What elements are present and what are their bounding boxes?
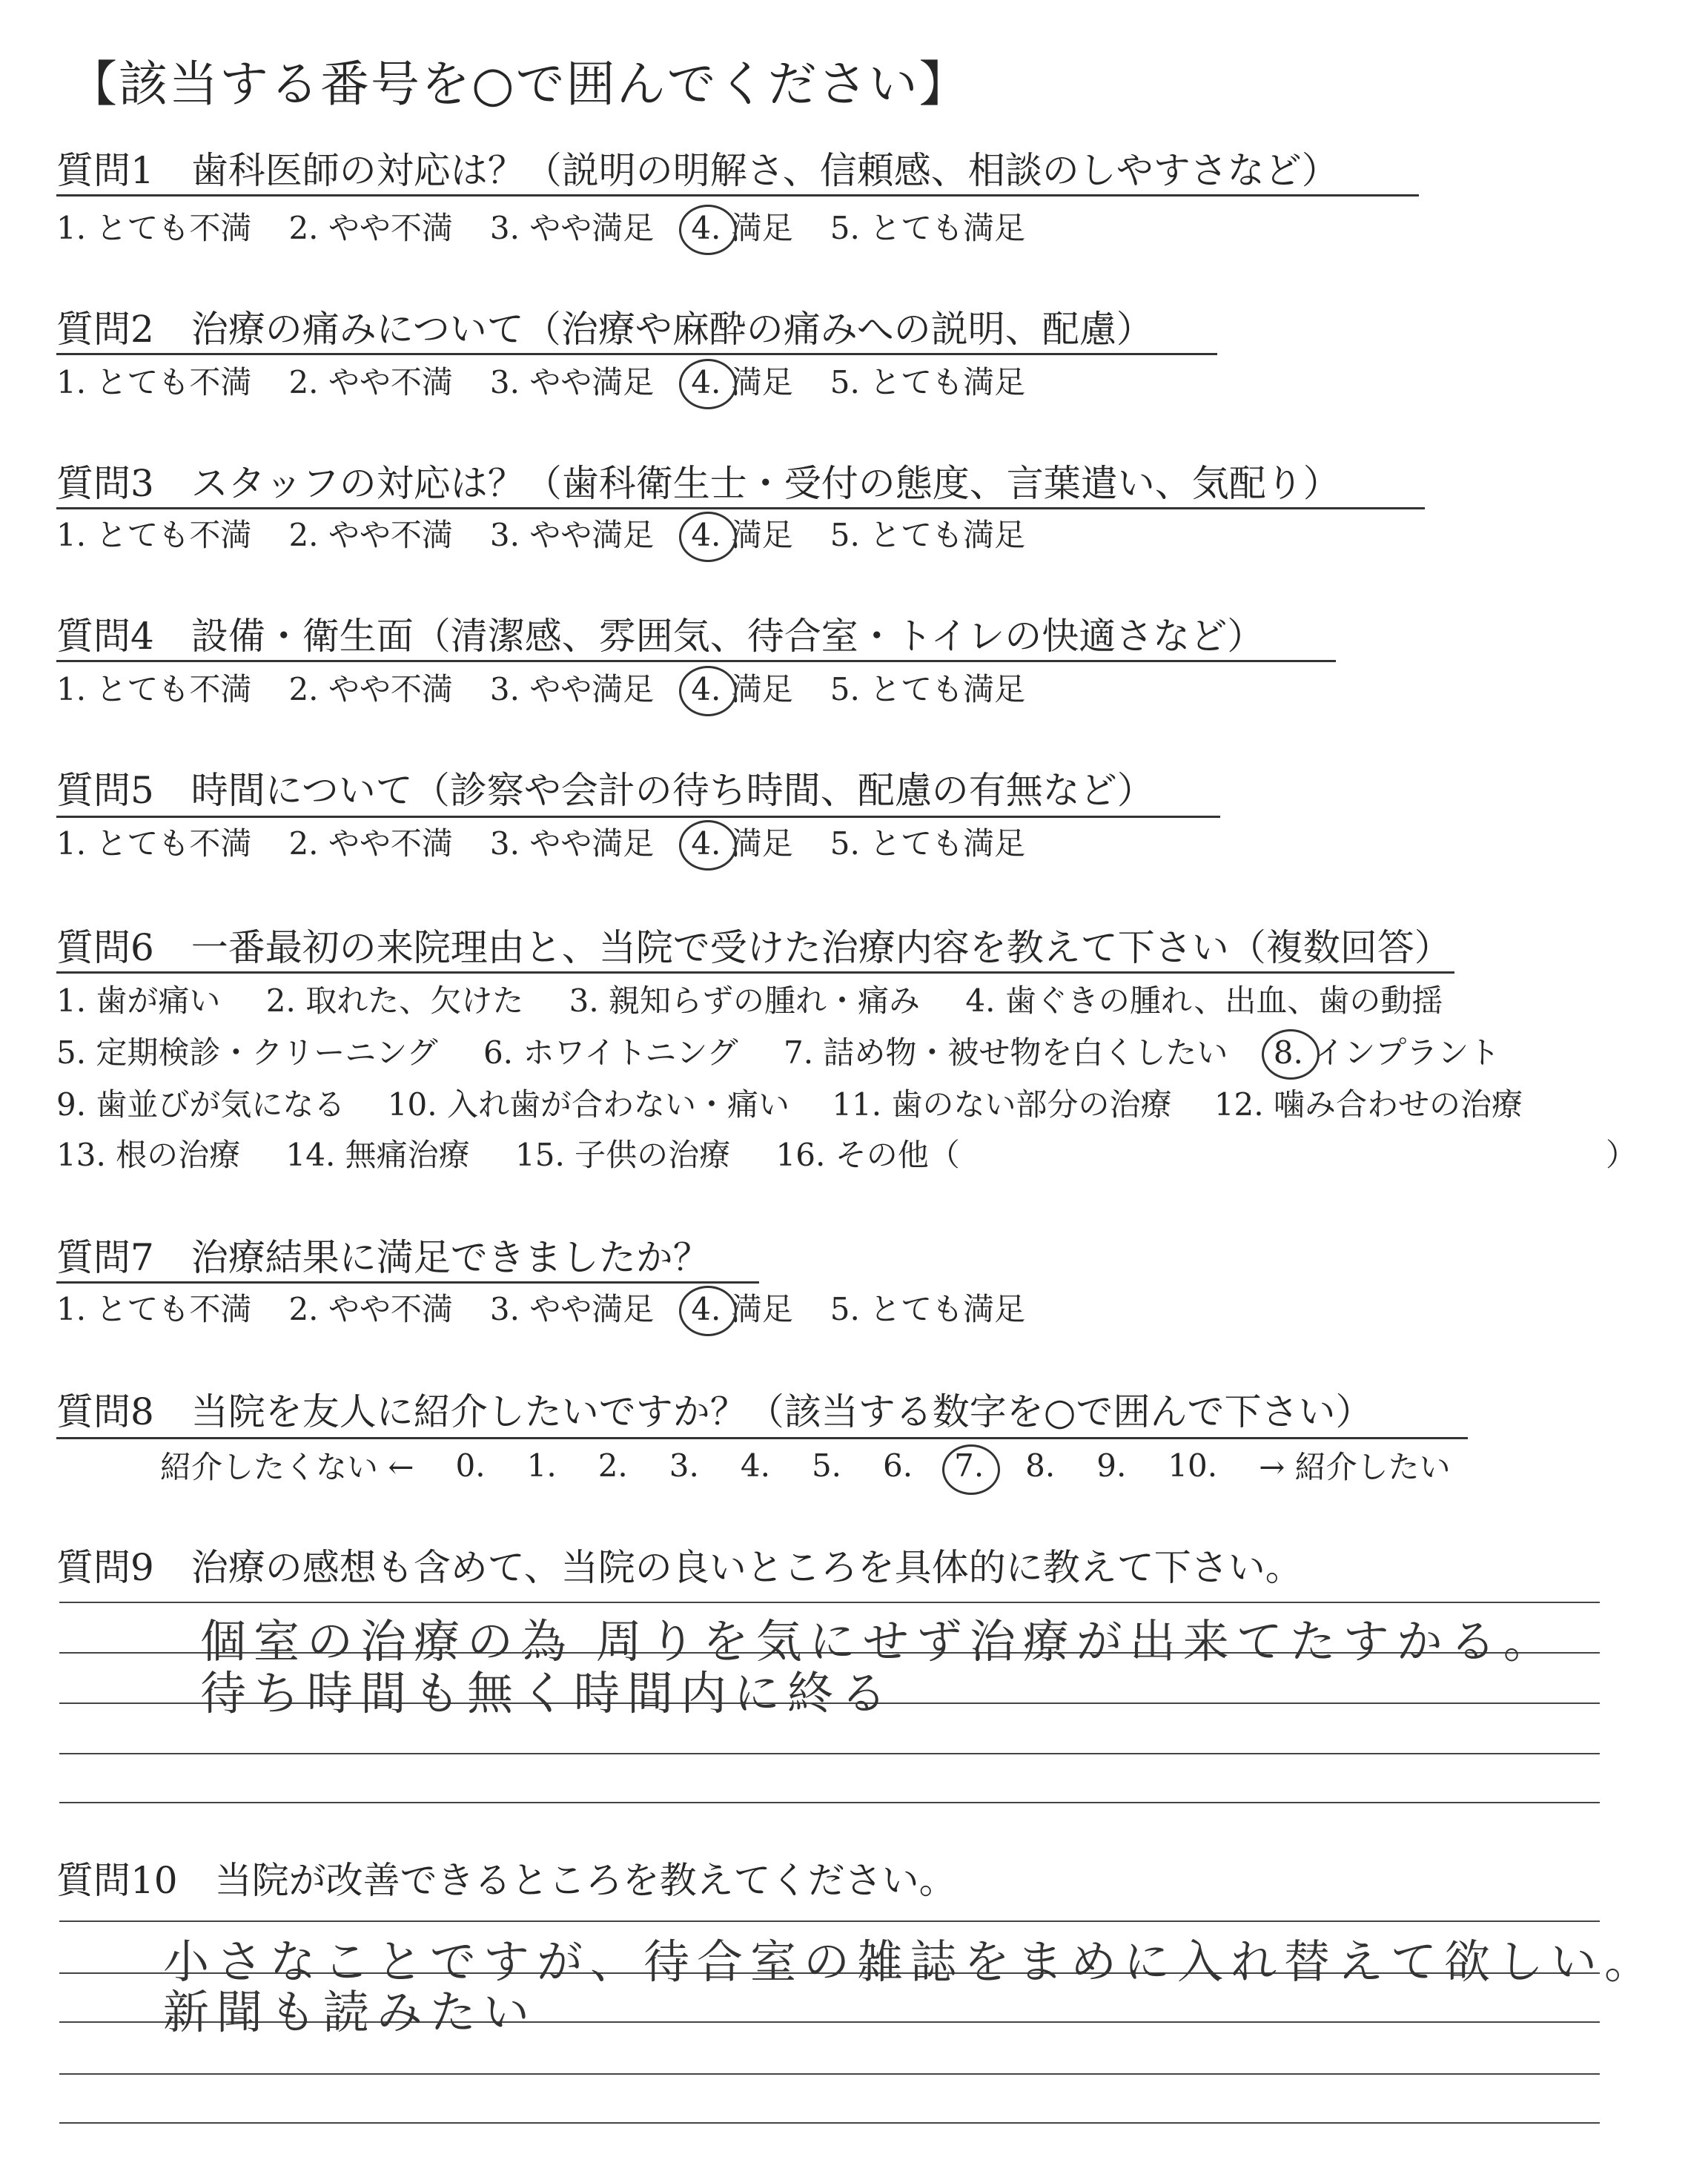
q6-option-3[interactable]: 3. 親知らずの腫れ・痛み — [569, 982, 921, 1019]
q6-option-2[interactable]: 2. 取れた、欠けた — [265, 982, 524, 1019]
q6-option-11[interactable]: 11. 歯のない部分の治療 — [832, 1086, 1172, 1123]
question-8-underline — [56, 1437, 1468, 1439]
q8-value-7-circled[interactable]: 7. — [954, 1447, 984, 1484]
question-6-title: 質問6 一番最初の来院理由と、当院で受けた治療内容を教えて下さい（複数回答） — [56, 926, 1452, 969]
q6-option-7[interactable]: 7. 詰め物・被せ物を白くしたい — [783, 1034, 1228, 1071]
q8-value-9[interactable]: 9. — [1096, 1447, 1127, 1484]
q7-option-1[interactable]: 1. とても不満 — [56, 1291, 252, 1327]
q3-option-3[interactable]: 3. やや満足 — [489, 517, 655, 553]
q8-scale — [160, 1444, 1451, 1486]
question-5-underline — [56, 816, 1220, 818]
question-2-underline — [56, 353, 1217, 355]
question-7-options — [56, 1289, 1062, 1330]
q2-option-5[interactable]: 5. とても満足 — [830, 364, 1026, 400]
q2-option-3[interactable]: 3. やや満足 — [489, 364, 655, 400]
q5-option-2[interactable]: 2. やや不満 — [288, 825, 453, 862]
q5-option-1[interactable]: 1. とても不満 — [56, 825, 252, 862]
q6-option-1[interactable]: 1. 歯が痛い — [56, 982, 221, 1019]
q8-value-3[interactable]: 3. — [669, 1447, 699, 1484]
q8-value-4[interactable]: 4. — [740, 1447, 770, 1484]
q4-option-1[interactable]: 1. とても不満 — [56, 671, 252, 707]
q6-option-4[interactable]: 4. 歯ぐきの腫れ、出血、歯の動揺 — [965, 982, 1443, 1019]
q3-option-5[interactable]: 5. とても満足 — [830, 517, 1026, 553]
q4-option-4-circled[interactable]: 4. 満足 — [691, 669, 792, 710]
question-1-underline — [56, 194, 1419, 196]
q1-option-4-circled[interactable]: 4. 満足 — [691, 208, 792, 249]
page-title: 【該当する番号を○で囲んでください】 — [68, 56, 970, 113]
q6-row-1 — [56, 980, 1478, 1022]
q8-value-1[interactable]: 1. — [526, 1447, 557, 1484]
q10-line-1 — [59, 1920, 1600, 1922]
q8-left-label: 紹介したくない ← — [160, 1449, 414, 1485]
q6-option-16[interactable]: 16. その他（ — [775, 1137, 960, 1173]
q5-option-4-circled[interactable]: 4. 満足 — [691, 823, 792, 865]
question-5-title: 質問5 時間について（診察や会計の待ち時間、配慮の有無など） — [56, 769, 1154, 812]
q9-answer-line-2: 待ち時間も無く時間内に終る — [200, 1666, 895, 1720]
question-9-title: 質問9 治療の感想も含めて、当院の良いところを具体的に教えて下さい。 — [56, 1546, 1302, 1589]
q2-option-1[interactable]: 1. とても不満 — [56, 364, 252, 400]
q8-value-10[interactable]: 10. — [1168, 1447, 1218, 1484]
question-2-title: 質問2 治療の痛みについて（治療や麻酔の痛みへの説明、配慮） — [56, 308, 1153, 351]
q6-option-9[interactable]: 9. 歯並びが気になる — [56, 1086, 345, 1123]
q7-option-5[interactable]: 5. とても満足 — [830, 1291, 1026, 1327]
q8-value-2[interactable]: 2. — [598, 1447, 628, 1484]
question-1-title: 質問1 歯科医師の対応は？（説明の明解さ、信頼感、相談のしやすさなど） — [56, 149, 1339, 192]
q8-right-label: → 紹介したい — [1259, 1449, 1451, 1485]
q6-option-10[interactable]: 10. 入れ歯が合わない・痛い — [387, 1086, 790, 1123]
question-3-underline — [56, 507, 1425, 509]
q9-answer-line-1: 個室の治療の為 周りを気にせず治療が出来てたすかる。 — [200, 1614, 1557, 1668]
q7-option-3[interactable]: 3. やや満足 — [489, 1291, 655, 1327]
question-4-options — [56, 669, 1062, 710]
q2-option-2[interactable]: 2. やや不満 — [288, 364, 453, 400]
q6-row-4 — [56, 1135, 1638, 1176]
q6-option-6[interactable]: 6. ホワイトニング — [483, 1034, 738, 1071]
question-3-title: 質問3 スタッフの対応は？（歯科衛生士・受付の態度、言葉遣い、気配り） — [56, 462, 1340, 505]
q7-option-2[interactable]: 2. やや不満 — [288, 1291, 453, 1327]
q1-option-1[interactable]: 1. とても不満 — [56, 210, 252, 246]
q8-value-6[interactable]: 6. — [883, 1447, 913, 1484]
q7-option-4-circled[interactable]: 4. 満足 — [691, 1289, 792, 1330]
q6-option-14[interactable]: 14. 無痛治療 — [285, 1137, 470, 1173]
q9-line-1 — [59, 1602, 1600, 1603]
q6-other-close-paren: ） — [1606, 1137, 1638, 1173]
question-4-underline — [56, 660, 1336, 662]
q9-line-5 — [59, 1802, 1600, 1803]
q4-option-3[interactable]: 3. やや満足 — [489, 671, 655, 707]
q10-answer-line-2: 新聞も読みたい — [163, 1985, 537, 2039]
q6-option-5[interactable]: 5. 定期検診・クリーニング — [56, 1034, 438, 1071]
q3-option-2[interactable]: 2. やや不満 — [288, 517, 453, 553]
q3-option-4-circled[interactable]: 4. 満足 — [691, 515, 792, 556]
q2-option-4-circled[interactable]: 4. 満足 — [691, 362, 792, 403]
question-7-title: 質問7 治療結果に満足できましたか？ — [56, 1236, 710, 1279]
q6-option-13[interactable]: 13. 根の治療 — [56, 1137, 241, 1173]
q8-value-0[interactable]: 0. — [455, 1447, 486, 1484]
q1-option-3[interactable]: 3. やや満足 — [489, 210, 655, 246]
q6-option-12[interactable]: 12. 噛み合わせの治療 — [1214, 1086, 1523, 1123]
q5-option-5[interactable]: 5. とても満足 — [830, 825, 1026, 862]
question-7-underline — [56, 1281, 759, 1284]
q5-option-3[interactable]: 3. やや満足 — [489, 825, 655, 862]
q4-option-5[interactable]: 5. とても満足 — [830, 671, 1026, 707]
q9-line-4 — [59, 1753, 1600, 1754]
q4-option-2[interactable]: 2. やや不満 — [288, 671, 453, 707]
q6-option-15[interactable]: 15. 子供の治療 — [515, 1137, 731, 1173]
q6-option-8-circled[interactable]: 8. インプラント — [1274, 1032, 1500, 1074]
question-3-options — [56, 515, 1062, 556]
question-10-title: 質問10 当院が改善できるところを教えてください。 — [56, 1859, 956, 1902]
q3-option-1[interactable]: 1. とても不満 — [56, 517, 252, 553]
q8-value-5[interactable]: 5. — [811, 1447, 842, 1484]
question-1-options — [56, 208, 1062, 249]
question-8-title: 質問8 当院を友人に紹介したいですか？（該当する数字を○で囲んで下さい） — [56, 1390, 1373, 1433]
question-4-title: 質問4 設備・衛生面（清潔感、雰囲気、待合室・トイレの快適さなど） — [56, 615, 1265, 658]
q1-option-2[interactable]: 2. やや不満 — [288, 210, 453, 246]
question-6-underline — [56, 971, 1454, 974]
question-5-options — [56, 823, 1062, 865]
q10-answer-line-1: 小さなことですが、待合室の雑誌をまめに入れ替えて欲しい。 — [163, 1935, 1658, 1989]
q10-line-4 — [59, 2073, 1600, 2075]
question-2-options — [56, 362, 1062, 403]
q1-option-5[interactable]: 5. とても満足 — [830, 210, 1026, 246]
q6-row-3 — [56, 1084, 1523, 1126]
q8-value-8[interactable]: 8. — [1025, 1447, 1056, 1484]
q10-line-5 — [59, 2122, 1600, 2124]
q6-row-2 — [56, 1032, 1500, 1074]
